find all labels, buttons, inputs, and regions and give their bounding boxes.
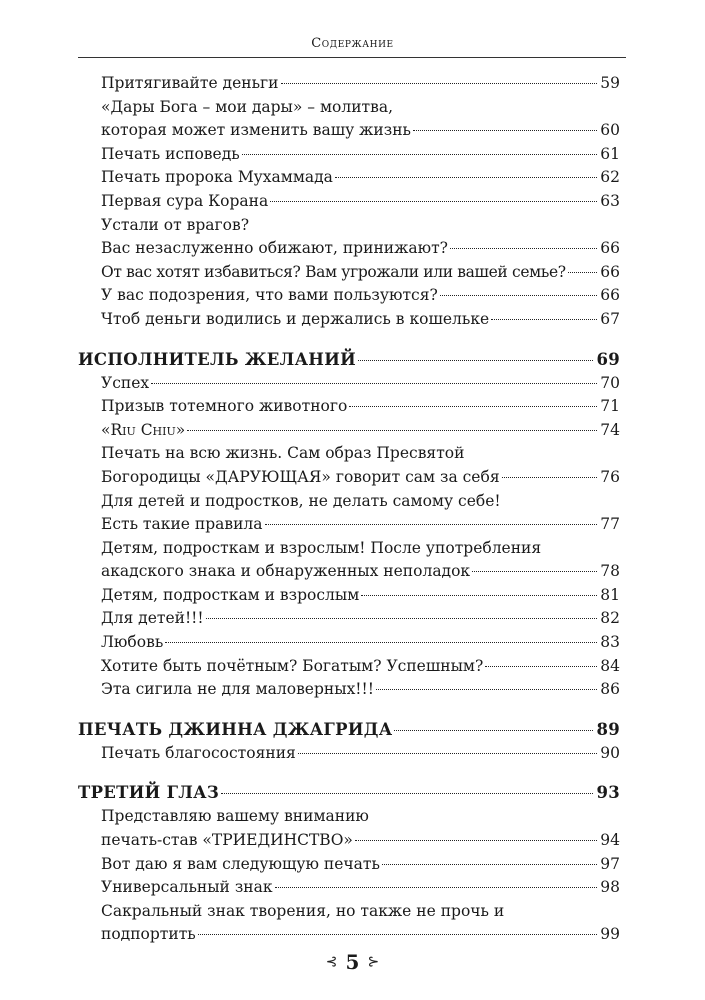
toc-entry-page: 97: [600, 854, 620, 873]
header-rule: [78, 57, 626, 58]
page-number: 5: [345, 950, 360, 974]
toc-entry-title: Притягивайте деньги: [101, 74, 279, 92]
toc-entry-title: «Riu Chiu»: [101, 420, 186, 439]
leader-dots: [568, 272, 598, 273]
leader-dots: [265, 524, 598, 525]
toc-entry-page: 74: [600, 420, 620, 439]
toc-entry-title: Для детей и подростков, не делать самому себе!: [101, 491, 501, 510]
leader-dots: [413, 130, 597, 131]
toc-entry-title: Детям, подросткам и взрослым: [101, 585, 360, 604]
toc-entry[interactable]: [78, 537, 620, 561]
toc-entry[interactable]: [78, 261, 620, 285]
leader-dots: [358, 360, 593, 361]
leader-dots: [485, 666, 597, 667]
toc-entry[interactable]: [78, 284, 620, 308]
toc-entry-page: 67: [600, 309, 620, 328]
toc-entry-title: Вас незаслуженно обижают, принижают?: [101, 239, 448, 258]
toc-entry-title: Устали от врагов?: [101, 215, 250, 234]
toc-entry[interactable]: [78, 678, 620, 702]
toc-entry-page: 86: [600, 680, 620, 699]
toc-entry-title: Эта сигила не для маловерных!!!: [101, 680, 374, 699]
toc-entry-title: Чтоб деньги водились и держались в кошельке: [101, 309, 490, 328]
toc-entry-title: Сакральный знак творения, но также не прочь и: [101, 901, 505, 920]
toc-entry[interactable]: [78, 96, 620, 120]
leader-dots: [349, 406, 597, 407]
toc-entry-page: 90: [600, 743, 620, 762]
toc-entry[interactable]: [78, 584, 620, 608]
toc-entry-page: 66: [600, 286, 620, 305]
toc-entry-page: 71: [600, 397, 620, 416]
toc-entry-continuation[interactable]: [78, 119, 620, 143]
toc-entry-title: Универсальный знак: [101, 878, 273, 897]
toc-section-heading[interactable]: [78, 348, 620, 372]
toc-entry-page: 66: [600, 239, 620, 258]
toc-entry-page: 66: [600, 262, 620, 281]
toc-entry[interactable]: [78, 876, 620, 900]
toc-entry-title: Богородицы «ДАРУЮЩАЯ» говорит сам за себя: [101, 467, 500, 486]
toc-entry-page: 59: [600, 74, 620, 92]
leader-dots: [165, 642, 597, 643]
toc-entry-title: которая может изменить вашу жизнь: [101, 121, 411, 140]
leader-dots: [242, 154, 598, 155]
toc-entry-continuation[interactable]: [78, 923, 620, 947]
leader-dots: [394, 730, 593, 731]
toc-entry-title: Печать на всю жизнь. Сам образ Пресвятой: [101, 444, 465, 463]
toc-entry[interactable]: [78, 900, 620, 924]
toc-entry-page: 77: [600, 515, 620, 534]
toc-entry[interactable]: [78, 166, 620, 190]
toc-entry-title: Печать исповедь: [101, 144, 240, 163]
leader-dots: [382, 864, 597, 865]
leader-dots: [376, 689, 597, 690]
toc-entry[interactable]: [78, 513, 620, 537]
leader-dots: [221, 793, 593, 794]
leader-dots: [275, 887, 598, 888]
leader-dots: [355, 840, 597, 841]
toc-entry[interactable]: [78, 72, 620, 96]
toc-entry[interactable]: [78, 631, 620, 655]
left-ornament-icon: ⊰: [325, 954, 338, 970]
leader-dots: [440, 295, 597, 296]
toc-entry-page: 94: [600, 831, 620, 850]
right-ornament-icon: ⊱: [367, 954, 380, 970]
toc-entry[interactable]: [78, 853, 620, 877]
leader-dots: [298, 753, 597, 754]
toc-subheading[interactable]: [78, 490, 620, 514]
toc-entry[interactable]: [78, 442, 620, 466]
toc-subheading[interactable]: [78, 214, 620, 238]
toc-entry-title: От вас хотят избавиться? Вам угрожали или вашей семье?: [101, 262, 566, 281]
toc-entry-page: 78: [600, 562, 620, 581]
page-number-footer: [0, 950, 705, 974]
leader-dots: [206, 618, 598, 619]
toc-entry[interactable]: [78, 190, 620, 214]
toc-entry-page: 82: [600, 609, 620, 628]
toc-entry[interactable]: [78, 655, 620, 679]
leader-dots: [151, 383, 597, 384]
toc-entry[interactable]: [78, 742, 620, 766]
toc-entry-continuation[interactable]: [78, 829, 620, 853]
toc-entry-title: Печать благосостояния: [101, 743, 296, 762]
toc-entry-page: 98: [600, 878, 620, 897]
toc-entry[interactable]: [78, 143, 620, 167]
toc-entry-page: 70: [600, 373, 620, 392]
toc-entry-page: 61: [600, 144, 620, 163]
toc-entry-page: 63: [600, 191, 620, 210]
toc-entry-page: 84: [600, 656, 620, 675]
toc-section-page: 89: [596, 719, 620, 739]
toc-entry-page: 76: [600, 467, 620, 486]
toc-entry[interactable]: [78, 395, 620, 419]
toc-entry-page: 62: [600, 168, 620, 187]
toc-entry-title: Для детей!!!: [101, 609, 204, 628]
toc-section-title: ПЕЧАТЬ ДЖИННА ДЖАГРИДА: [78, 719, 393, 739]
toc-entry-continuation[interactable]: [78, 466, 620, 490]
toc-entry[interactable]: [78, 372, 620, 396]
toc-entry-title: Успех: [101, 373, 150, 392]
leader-dots: [281, 83, 598, 84]
leader-dots: [335, 177, 597, 178]
toc-entry-page: 99: [600, 925, 620, 944]
toc-entry-title: Печать пророка Мухаммада: [101, 168, 333, 187]
toc-section-heading[interactable]: [78, 718, 620, 742]
leader-dots: [502, 477, 598, 478]
toc-entry[interactable]: [78, 805, 620, 829]
running-head: Содержание: [311, 36, 394, 51]
toc-entry-title: Вот даю я вам следующую печать: [101, 854, 380, 873]
toc-entry-title: печать-став «ТРИЕДИНСТВО»: [101, 831, 353, 850]
toc-entry-page: 83: [600, 633, 620, 652]
toc-entry-title: Первая сура Корана: [101, 191, 269, 210]
toc-entry-title: Детям, подросткам и взрослым! После употребления: [101, 538, 542, 557]
table-of-contents: [78, 72, 620, 947]
leader-dots: [198, 934, 598, 935]
leader-dots: [361, 595, 597, 596]
toc-section-page: 93: [596, 783, 620, 803]
leader-dots: [450, 248, 597, 249]
leader-dots: [491, 319, 597, 320]
toc-entry-title: Представляю вашему вниманию: [101, 807, 369, 826]
toc-entry-title: подпортить: [101, 925, 196, 944]
toc-entry-title: Призыв тотемного животного: [101, 397, 348, 416]
toc-section-page: 69: [596, 349, 620, 369]
toc-entry-title: акадского знака и обнаруженных неполадок: [101, 562, 471, 581]
toc-entry-page: 60: [600, 121, 620, 140]
leader-dots: [187, 430, 597, 431]
toc-entry-title: «Дары Бога – мои дары» – молитва,: [101, 97, 394, 116]
leader-dots: [472, 571, 597, 572]
toc-entry-title: Есть такие правила: [101, 515, 263, 534]
toc-entry-title: Любовь: [101, 633, 164, 652]
toc-entry[interactable]: [78, 237, 620, 261]
leader-dots: [270, 201, 597, 202]
toc-entry-title: Хотите быть почётным? Богатым? Успешным?: [101, 656, 484, 675]
toc-section-title: ИСПОЛНИТЕЛЬ ЖЕЛАНИЙ: [78, 349, 356, 369]
toc-entry[interactable]: [78, 419, 620, 443]
toc-entry-title: У вас подозрения, что вами пользуются?: [101, 286, 438, 305]
toc-entry[interactable]: [78, 607, 620, 631]
toc-section-heading[interactable]: [78, 781, 620, 805]
toc-section-title: ТРЕТИЙ ГЛАЗ: [78, 783, 220, 803]
toc-entry[interactable]: [78, 308, 620, 332]
toc-entry-continuation[interactable]: [78, 560, 620, 584]
toc-entry-page: 81: [600, 585, 620, 604]
